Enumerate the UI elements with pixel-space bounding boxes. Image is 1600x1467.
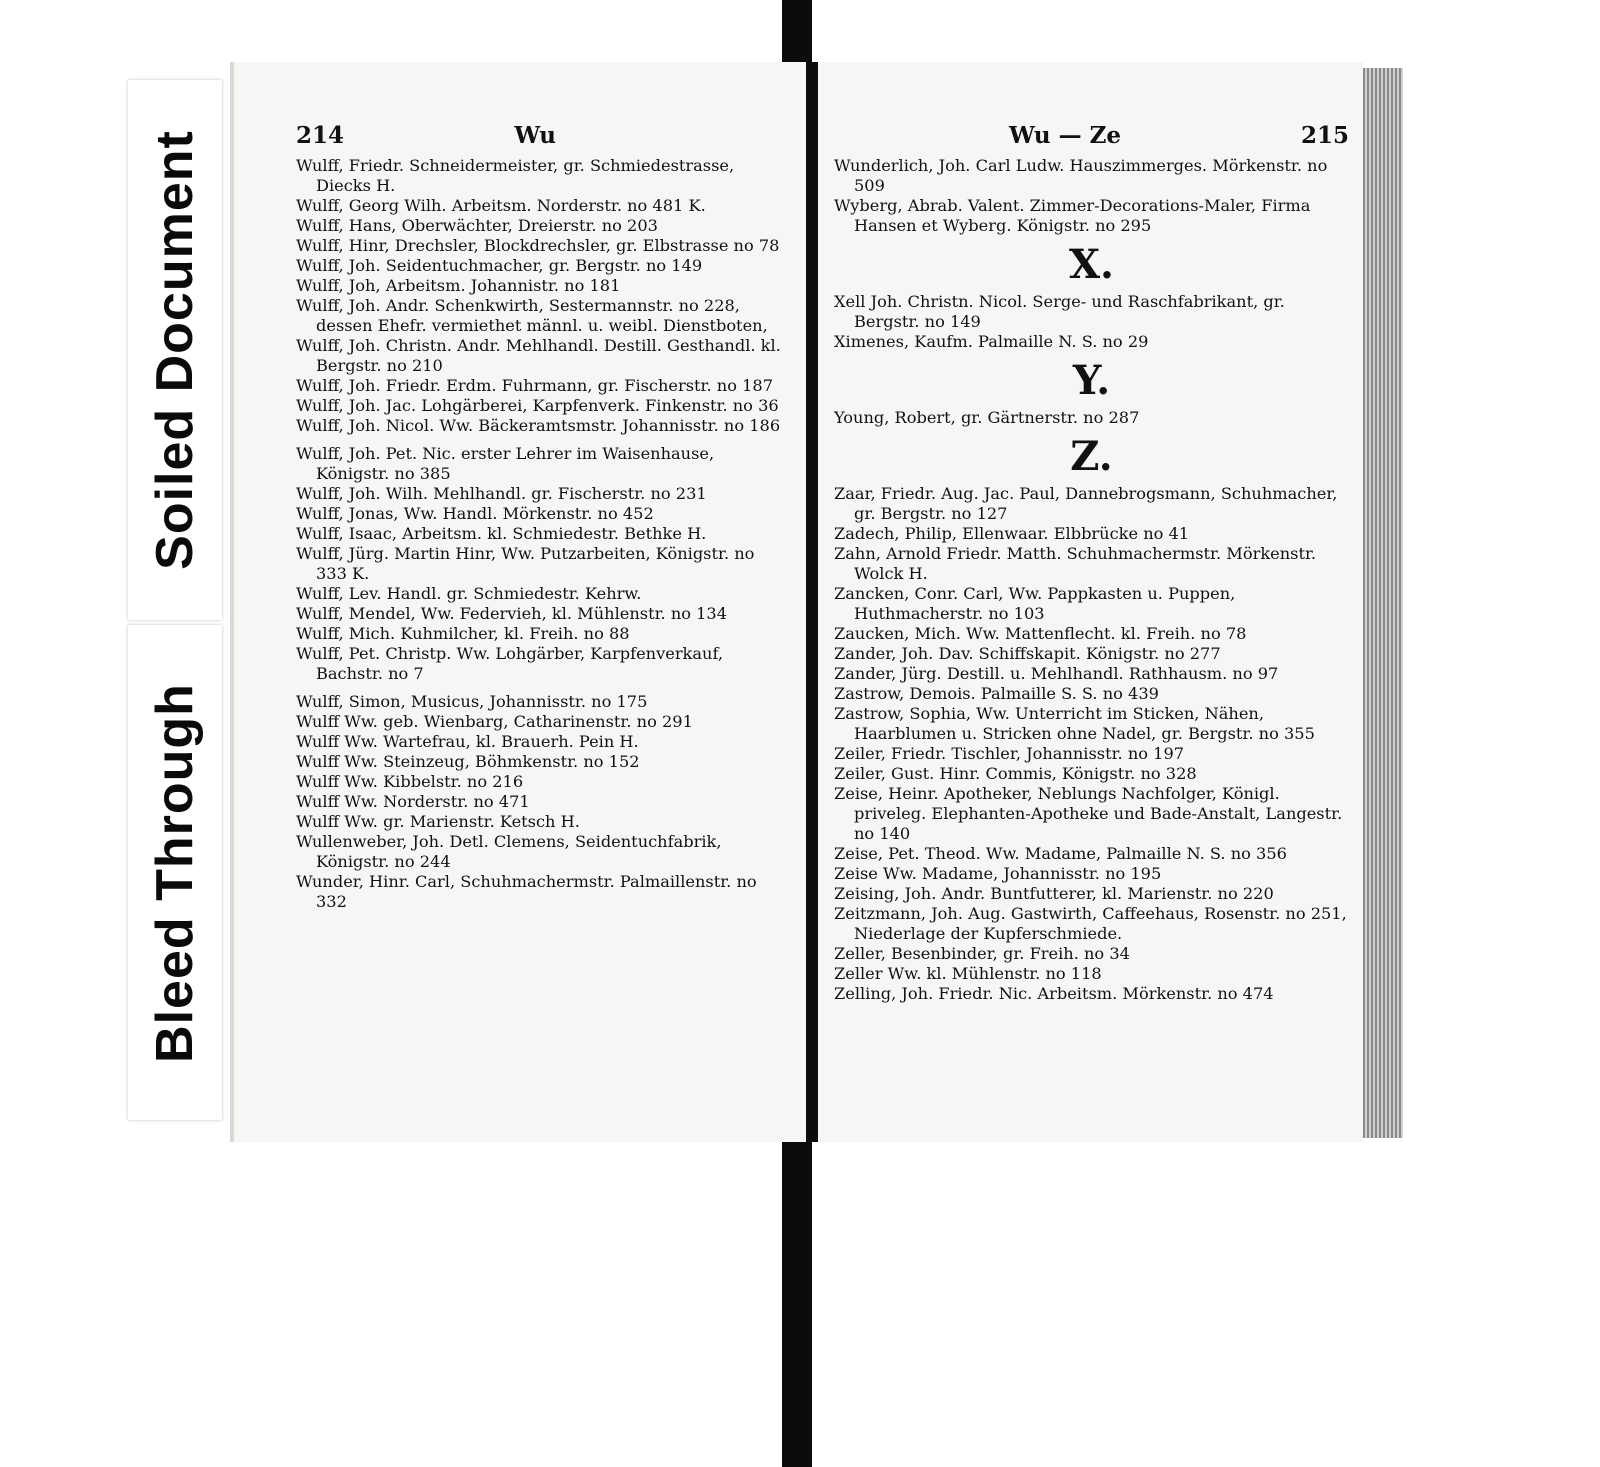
book-spine (806, 62, 818, 1142)
directory-entry: Wulff, Friedr. Schneidermeister, gr. Schmiedestrasse, Diecks H. (296, 156, 735, 195)
directory-entry: Wulff, Jürg. Martin Hinr, Ww. Putzarbeiten, Königstr. no 333 K. (296, 544, 755, 583)
left-page (230, 62, 806, 1142)
directory-entry: Wulff, Lev. Handl. gr. Schmiedestr. Kehrw. (296, 584, 642, 603)
directory-entry: Wulff, Simon, Musicus, Johannisstr. no 175 (296, 692, 648, 711)
right-entry-list-x (834, 292, 1349, 352)
left-running-head (296, 122, 786, 152)
directory-entry: Wulff, Isaac, Arbeitsm. kl. Schmiedestr. Bethke H. (296, 524, 707, 543)
directory-entry: Wulff Ww. Steinzeug, Böhmkenstr. no 152 (296, 752, 640, 771)
directory-entry: Zahn, Arnold Friedr. Matth. Schuhmachermstr. Mörkenstr. Wolck H. (834, 544, 1317, 583)
directory-entry: Wulff, Hans, Oberwächter, Dreierstr. no 203 (296, 216, 658, 235)
left-page-head: Wu (514, 122, 556, 149)
directory-entry: Zeiler, Friedr. Tischler, Johannisstr. no 197 (834, 744, 1185, 763)
right-page (818, 62, 1363, 1142)
directory-entry: Wulff, Hinr, Drechsler, Blockdrechsler, gr. Elbstrasse no 78 (296, 236, 780, 255)
directory-entry: Zeise, Pet. Theod. Ww. Madame, Palmaille N. S. no 356 (834, 844, 1287, 863)
directory-entry: Zeller, Besenbinder, gr. Freih. no 34 (834, 944, 1130, 963)
directory-entry: Wunderlich, Joh. Carl Ludw. Hauszimmerges. Mörkenstr. no 509 (834, 156, 1328, 195)
left-entry-list (296, 156, 786, 912)
left-page-number: 214 (296, 122, 345, 149)
binding-strip-top (782, 0, 812, 70)
directory-entry: Wulff Ww. geb. Wienbarg, Catharinenstr. no 291 (296, 712, 693, 731)
directory-entry: Wunder, Hinr. Carl, Schuhmachermstr. Palmaillenstr. no 332 (296, 872, 757, 911)
directory-entry: Wullenweber, Joh. Detl. Clemens, Seidentuchfabrik, Königstr. no 244 (296, 832, 722, 871)
right-entry-list-z (834, 484, 1349, 1004)
right-entry-list-w (834, 156, 1349, 236)
directory-entry: Young, Robert, gr. Gärtnerstr. no 287 (834, 408, 1140, 427)
directory-entry: Zeiler, Gust. Hinr. Commis, Königstr. no 328 (834, 764, 1197, 783)
directory-entry: Wulff, Joh. Seidentuchmacher, gr. Bergstr. no 149 (296, 256, 703, 275)
directory-entry: Wulff, Joh. Christn. Andr. Mehlhandl. Destill. Gesthandl. kl. Bergstr. no 210 (296, 336, 781, 375)
directory-entry: Zaar, Friedr. Aug. Jac. Paul, Dannebrogsmann, Schuhmacher, gr. Bergstr. no 127 (834, 484, 1338, 523)
soiled-document-text: Soiled Document (146, 130, 204, 570)
directory-entry: Ximenes, Kaufm. Palmaille N. S. no 29 (834, 332, 1149, 351)
right-page-number: 215 (1300, 122, 1349, 149)
page-edge (1363, 68, 1403, 1138)
section-letter-y: Y. (1072, 357, 1111, 404)
directory-entry: Zastrow, Demois. Palmaille S. S. no 439 (834, 684, 1159, 703)
directory-entry: Wulff Ww. gr. Marienstr. Ketsch H. (296, 812, 580, 831)
directory-entry: Wulff, Joh. Andr. Schenkwirth, Sestermannstr. no 228, dessen Ehefr. vermiethet männl. u. weibl. Dienstboten, (296, 296, 768, 335)
directory-entry: Zancken, Conr. Carl, Ww. Pappkasten u. Puppen, Huthmacherstr. no 103 (834, 584, 1236, 623)
directory-entry: Wulff, Pet. Christp. Ww. Lohgärber, Karpfenverkauf, Bachstr. no 7 (296, 644, 724, 683)
directory-entry: Zeller Ww. kl. Mühlenstr. no 118 (834, 964, 1102, 983)
directory-entry: Zelling, Joh. Friedr. Nic. Arbeitsm. Mörkenstr. no 474 (834, 984, 1274, 1003)
section-letter-z: Z. (1070, 433, 1113, 480)
directory-entry: Wulff, Joh. Jac. Lohgärberei, Karpfenverk. Finkenstr. no 36 (296, 396, 779, 415)
directory-entry: Wulff, Georg Wilh. Arbeitsm. Norderstr. no 481 K. (296, 196, 706, 215)
directory-entry: Zeise, Heinr. Apotheker, Neblungs Nachfolger, Königl. priveleg. Elephanten-Apotheke und Bade-Anstalt, Langestr. no 140 (834, 784, 1343, 843)
directory-entry: Zadech, Philip, Ellenwaar. Elbbrücke no 41 (834, 524, 1190, 543)
directory-entry: Zaucken, Mich. Ww. Mattenflecht. kl. Freih. no 78 (834, 624, 1247, 643)
right-entry-list-y (834, 408, 1349, 428)
directory-entry: Zeising, Joh. Andr. Buntfutterer, kl. Marienstr. no 220 (834, 884, 1274, 903)
directory-entry: Wulff, Joh. Pet. Nic. erster Lehrer im Waisenhause, Königstr. no 385 (296, 444, 715, 483)
directory-entry: Wulff Ww. Wartefrau, kl. Brauerh. Pein H. (296, 732, 639, 751)
section-letter-x: X. (1069, 241, 1114, 288)
directory-entry: Wulff, Joh, Arbeitsm. Johannistr. no 181 (296, 276, 621, 295)
directory-entry: Wulff Ww. Kibbelstr. no 216 (296, 772, 524, 791)
directory-entry: Zeise Ww. Madame, Johannisstr. no 195 (834, 864, 1162, 883)
directory-entry: Zastrow, Sophia, Ww. Unterricht im Sticken, Nähen, Haarblumen u. Stricken ohne Nadel, gr. Bergstr. no 355 (834, 704, 1315, 743)
directory-entry: Zeitzmann, Joh. Aug. Gastwirth, Caffeehaus, Rosenstr. no 251, Niederlage der Kupferschmiede. (834, 904, 1347, 943)
bleed-through-label (128, 625, 222, 1120)
right-page-head: Wu — Ze (1009, 122, 1122, 149)
directory-entry: Xell Joh. Christn. Nicol. Serge- und Raschfabrikant, gr. Bergstr. no 149 (834, 292, 1285, 331)
directory-entry: Wulff, Jonas, Ww. Handl. Mörkenstr. no 452 (296, 504, 654, 523)
directory-entry: Wulff Ww. Norderstr. no 471 (296, 792, 530, 811)
directory-entry: Wyberg, Abrab. Valent. Zimmer-Decorations-Maler, Firma Hansen et Wyberg. Königstr. no 295 (834, 196, 1311, 235)
directory-entry: Zander, Jürg. Destill. u. Mehlhandl. Rathhausm. no 97 (834, 664, 1279, 683)
directory-entry: Wulff, Mich. Kuhmilcher, kl. Freih. no 88 (296, 624, 630, 643)
directory-entry: Zander, Joh. Dav. Schiffskapit. Königstr. no 277 (834, 644, 1221, 663)
bleed-through-text: Bleed Through (146, 682, 204, 1063)
binding-strip-bottom (782, 1130, 812, 1467)
directory-entry: Wulff, Joh. Friedr. Erdm. Fuhrmann, gr. Fischerstr. no 187 (296, 376, 774, 395)
directory-entry: Wulff, Joh. Wilh. Mehlhandl. gr. Fischerstr. no 231 (296, 484, 707, 503)
soiled-document-label (128, 80, 222, 620)
right-running-head (834, 122, 1349, 152)
directory-entry: Wulff, Mendel, Ww. Federvieh, kl. Mühlenstr. no 134 (296, 604, 728, 623)
directory-entry: Wulff, Joh. Nicol. Ww. Bäckeramtsmstr. Johannisstr. no 186 (296, 416, 781, 435)
